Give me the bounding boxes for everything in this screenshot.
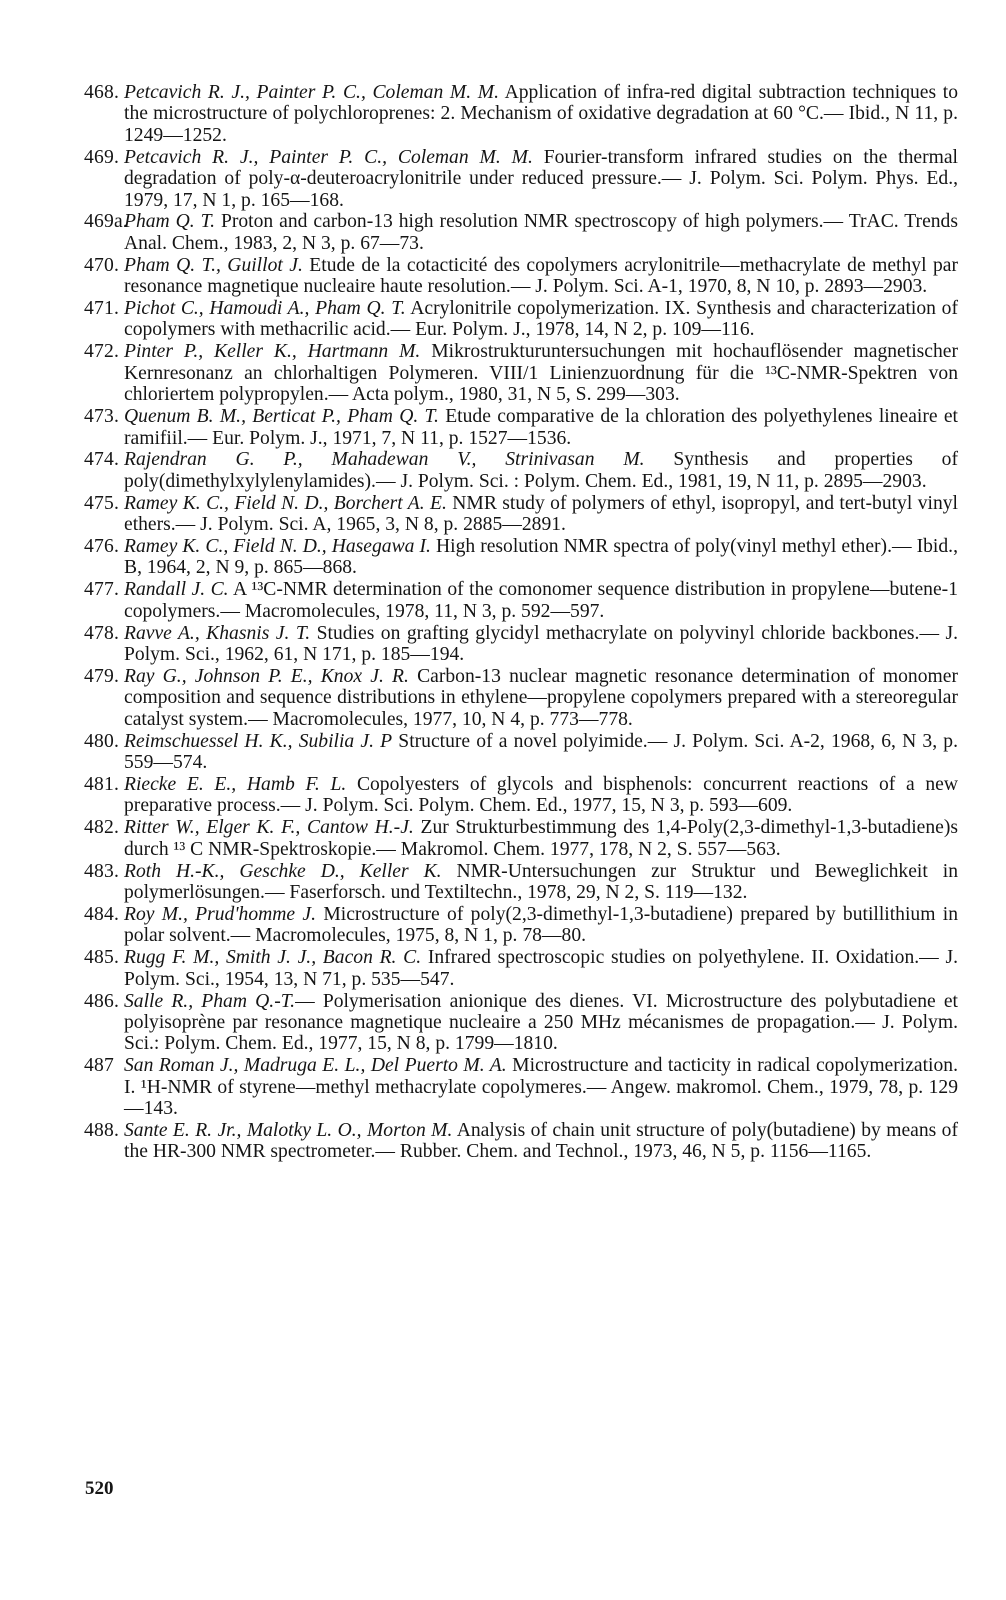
ref-body [124, 82, 958, 146]
ref-authors: Reimschuessel H. K., Subilia J. P [124, 730, 393, 752]
ref-text: Acrylonitrile copolymerization. IX. Synthesis and characterization of copolymers with methacrilic acid.— Eur. Polym. J., 1978, 14, N 2, p. 109—116. [124, 298, 958, 341]
ref-number: 480. [84, 730, 120, 752]
ref-number: 469a. [84, 211, 128, 233]
ref-text: Fourier-transform infrared studies on the thermal degradation of poly-α-deuteroacrylonitrile under reduced pressure.— J. Polym. Sci. Polym. Phys. Ed., 1979, 17, N 1, p. 165—168. [124, 146, 959, 211]
ref-body [124, 147, 958, 211]
reference-item [84, 255, 958, 298]
ref-authors: Pichot C., Hamoudi A., Pham Q. T. [124, 298, 406, 320]
ref-authors: Salle R., Pham Q.-T. [124, 990, 296, 1012]
ref-authors: Rugg F. M., Smith J. J., Bacon R. C. [124, 947, 422, 969]
ref-body [124, 406, 958, 449]
reference-item [84, 147, 958, 211]
ref-authors: San Roman J., Madruga E. L., Del Puerto M. A. [124, 1055, 507, 1077]
reference-item [84, 774, 958, 817]
ref-text: Copolyesters of glycols and bisphenols: concurrent reactions of a new preparative process.— J. Polym. Sci. Polym. Chem. Ed., 1977, 15, N 3, p. 593—609. [124, 774, 958, 817]
ref-number: 475. [84, 492, 120, 514]
ref-text: Zur Strukturbestimmung des 1,4-Poly(2,3-dimethyl-1,3-butadiene)s durch ¹³ C NMR-Spektroskopie.— Makromol. Chem. 1977, 178, N 2, S. 557—563. [124, 817, 958, 860]
ref-text: Application of infra-red digital subtraction techniques to the microstructure of polychloroprenes: 2. Mechanism of oxidative degradation at 60 °C.— Ibid., N 11, p. 1249—1252. [124, 82, 959, 146]
ref-text: High resolution NMR spectra of poly(vinyl methyl ether).— Ibid., B, 1964, 2, N 9, p. 865—868. [124, 536, 958, 579]
ref-text: Structure of a novel polyimide.— J. Polym. Sci. A-2, 1968, 6, N 3, p. 559—574. [124, 730, 958, 774]
ref-authors: Roy M., Prud'homme J. [124, 903, 317, 925]
ref-number: 481. [84, 774, 120, 795]
ref-text: Microstructure and tacticity in radical copolymerization. I. ¹H-NMR of styrene—methyl methacrylate copolymeres.— Angew. makromol. Chem., 1979, 78, p. 129—143. [124, 1055, 958, 1120]
ref-authors: Petcavich R. J., Painter P. C., Coleman M. M. [124, 82, 499, 103]
ref-text: Infrared spectroscopic studies on polyethylene. II. Oxidation.— J. Polym. Sci., 1954, 13, N 71, p. 535—547. [124, 947, 958, 990]
ref-number: 476. [84, 536, 120, 558]
ref-body [124, 449, 958, 492]
reference-item [84, 623, 958, 666]
ref-text: Mikrostrukturuntersuchungen mit hochauflösender magnetischer Kernresonanz an chlorhaltigen Polymeren. VIII/1 Linienzuordnung für die ¹³C-NMR-Spektren von chloriertem polypropylen.— Acta polym., 1980, 31, N 5, S. 299—303. [124, 341, 958, 406]
ref-body [124, 493, 958, 536]
ref-number: 474. [84, 449, 120, 471]
reference-item [84, 817, 958, 860]
ref-authors: Pham Q. T., Guillot J. [124, 254, 303, 276]
reference-item [84, 579, 958, 622]
ref-body [124, 947, 958, 990]
reference-item [84, 861, 958, 904]
ref-authors: Sante E. R. Jr., Malotky L. O., Morton M. [124, 1120, 453, 1141]
ref-text: Analysis of chain unit structure of poly(butadiene) by means of the HR-300 NMR spectrometer.— Rubber. Chem. and Technol., 1973, 46, N 5, p. 1156—1165. [124, 1120, 959, 1163]
reference-item [84, 904, 958, 947]
ref-text: Microstructure of poly(2,3-dimethyl-1,3-butadiene) prepared by butillithium in polar solvent.— Macromolecules, 1975, 8, N 1, p. 78—80. [124, 903, 958, 947]
ref-text: Proton and carbon-13 high resolution NMR spectroscopy of high polymers.— TrAC. Trends Anal. Chem., 1983, 2, N 3, p. 67—73. [124, 211, 958, 254]
reference-item [84, 1055, 958, 1119]
reference-item [84, 1120, 958, 1163]
ref-body [124, 341, 958, 405]
ref-body [124, 211, 958, 254]
ref-number: 469. [84, 146, 120, 168]
ref-authors: Ray G., Johnson P. E., Knox J. R. [124, 665, 409, 687]
ref-authors: Pham Q. T. [124, 211, 215, 233]
ref-body [124, 1120, 958, 1163]
ref-body [124, 666, 958, 730]
ref-authors: Ritter W., Elger K. F., Cantow H.-J. [124, 817, 414, 839]
ref-body [124, 817, 958, 860]
ref-number: 471. [84, 298, 120, 320]
ref-number: 473. [84, 406, 120, 428]
ref-text: NMR-Untersuchungen zur Struktur und Beweglichkeit in polymerlösungen.— Faserforsch. und Textiltechn., 1978, 29, N 2, S. 119—132. [124, 860, 959, 904]
ref-number: 487 [84, 1055, 114, 1077]
ref-body [124, 731, 958, 774]
reference-item [84, 82, 958, 146]
ref-authors: Rajendran G. P., Mahadewan V., Strinivasan M. [124, 449, 645, 471]
ref-text: A ¹³C-NMR determination of the comonomer sequence distribution in propylene—butene-1 copolymers.— Macromolecules, 1978, 11, N 3, p. 592—597. [124, 579, 958, 622]
ref-body [124, 1055, 958, 1119]
ref-authors: Roth H.-K., Geschke D., Keller K. [124, 860, 442, 882]
ref-number: 482. [84, 817, 120, 839]
ref-body [124, 861, 958, 904]
ref-body [124, 774, 958, 817]
ref-number: 488. [84, 1120, 120, 1141]
ref-authors: Randall J. C. [124, 579, 229, 601]
ref-authors: Ramey K. C., Field N. D., Hasegawa I. [124, 536, 431, 558]
ref-body [124, 623, 958, 666]
ref-body [124, 579, 958, 622]
ref-body [124, 255, 958, 298]
ref-text: Studies on grafting glycidyl methacrylate on polyvinyl chloride backbones.— J. Polym. Sci., 1962, 61, N 171, p. 185—194. [124, 622, 959, 666]
ref-body [124, 991, 958, 1055]
ref-text: Etude de la cotacticité des copolymers acrylonitrile—methacrylate de methyl par resonance magnetique nucleaire haute resolution.— J. Polym. Sci. A-1, 1970, 8, N 10, p. 2893—2903. [124, 254, 958, 298]
ref-number: 484. [84, 903, 120, 925]
ref-authors: Petcavich R. J., Painter P. C., Coleman M. M. [124, 146, 533, 168]
reference-item [84, 341, 958, 405]
ref-authors: Pinter P., Keller K., Hartmann M. [124, 341, 421, 363]
ref-body [124, 536, 958, 579]
reference-item [84, 731, 958, 774]
ref-number: 478. [84, 622, 120, 644]
ref-number: 486. [84, 990, 120, 1012]
ref-authors: Riecke E. E., Hamb F. L. [124, 774, 347, 795]
ref-authors: Quenum B. M., Berticat P., Pham Q. T. [124, 406, 439, 428]
reference-item [84, 536, 958, 579]
reference-item [84, 947, 958, 990]
ref-text: — Polymerisation anionique des dienes. VI. Microstructure des polybutadiene et polyisoprène par resonance magnetique nucleaire a 250 MHz mécanismes de propagation.— J. Polym. Sci.: Polym. Chem. Ed., 1977, 15, N 8, p. 1799—1810. [124, 990, 959, 1055]
ref-authors: Ramey K. C., Field N. D., Borchert A. E. [124, 492, 447, 514]
page-number: 520 [85, 1478, 114, 1499]
ref-text: Carbon-13 nuclear magnetic resonance determination of monomer composition and sequence distributions in ethylene—propylene copolymers prepared with a stereoregular catalyst system.— Macromolecules, 1977, 10, N 4, p. 773—778. [124, 665, 958, 730]
ref-number: 483. [84, 860, 120, 882]
reference-item [84, 211, 958, 254]
ref-number: 485. [84, 947, 120, 969]
ref-body [124, 904, 958, 947]
reference-item [84, 406, 958, 449]
reference-item [84, 298, 958, 341]
ref-number: 472. [84, 341, 120, 363]
ref-number: 477. [84, 579, 120, 601]
ref-text: Etude comparative de la chloration des polyethylenes lineaire et ramifiil.— Eur. Polym. J., 1971, 7, N 11, p. 1527—1536. [124, 406, 958, 449]
reference-item [84, 493, 958, 536]
reference-list [84, 82, 958, 1163]
ref-text: NMR study of polymers of ethyl, isopropyl, and tert-butyl vinyl ethers.— J. Polym. Sci. A, 1965, 3, N 8, p. 2885—2891. [124, 492, 958, 536]
reference-item [84, 991, 958, 1055]
ref-number: 479. [84, 665, 120, 687]
ref-authors: Ravve A., Khasnis J. T. [124, 622, 311, 644]
ref-number: 470. [84, 254, 120, 276]
ref-text: Synthesis and properties of poly(dimethylxylylenylamides).— J. Polym. Sci. : Polym. Chem. Ed., 1981, 19, N 11, p. 2895—2903. [124, 449, 958, 492]
ref-body [124, 298, 958, 341]
reference-item [84, 666, 958, 730]
reference-item [84, 449, 958, 492]
ref-number: 468. [84, 82, 120, 103]
